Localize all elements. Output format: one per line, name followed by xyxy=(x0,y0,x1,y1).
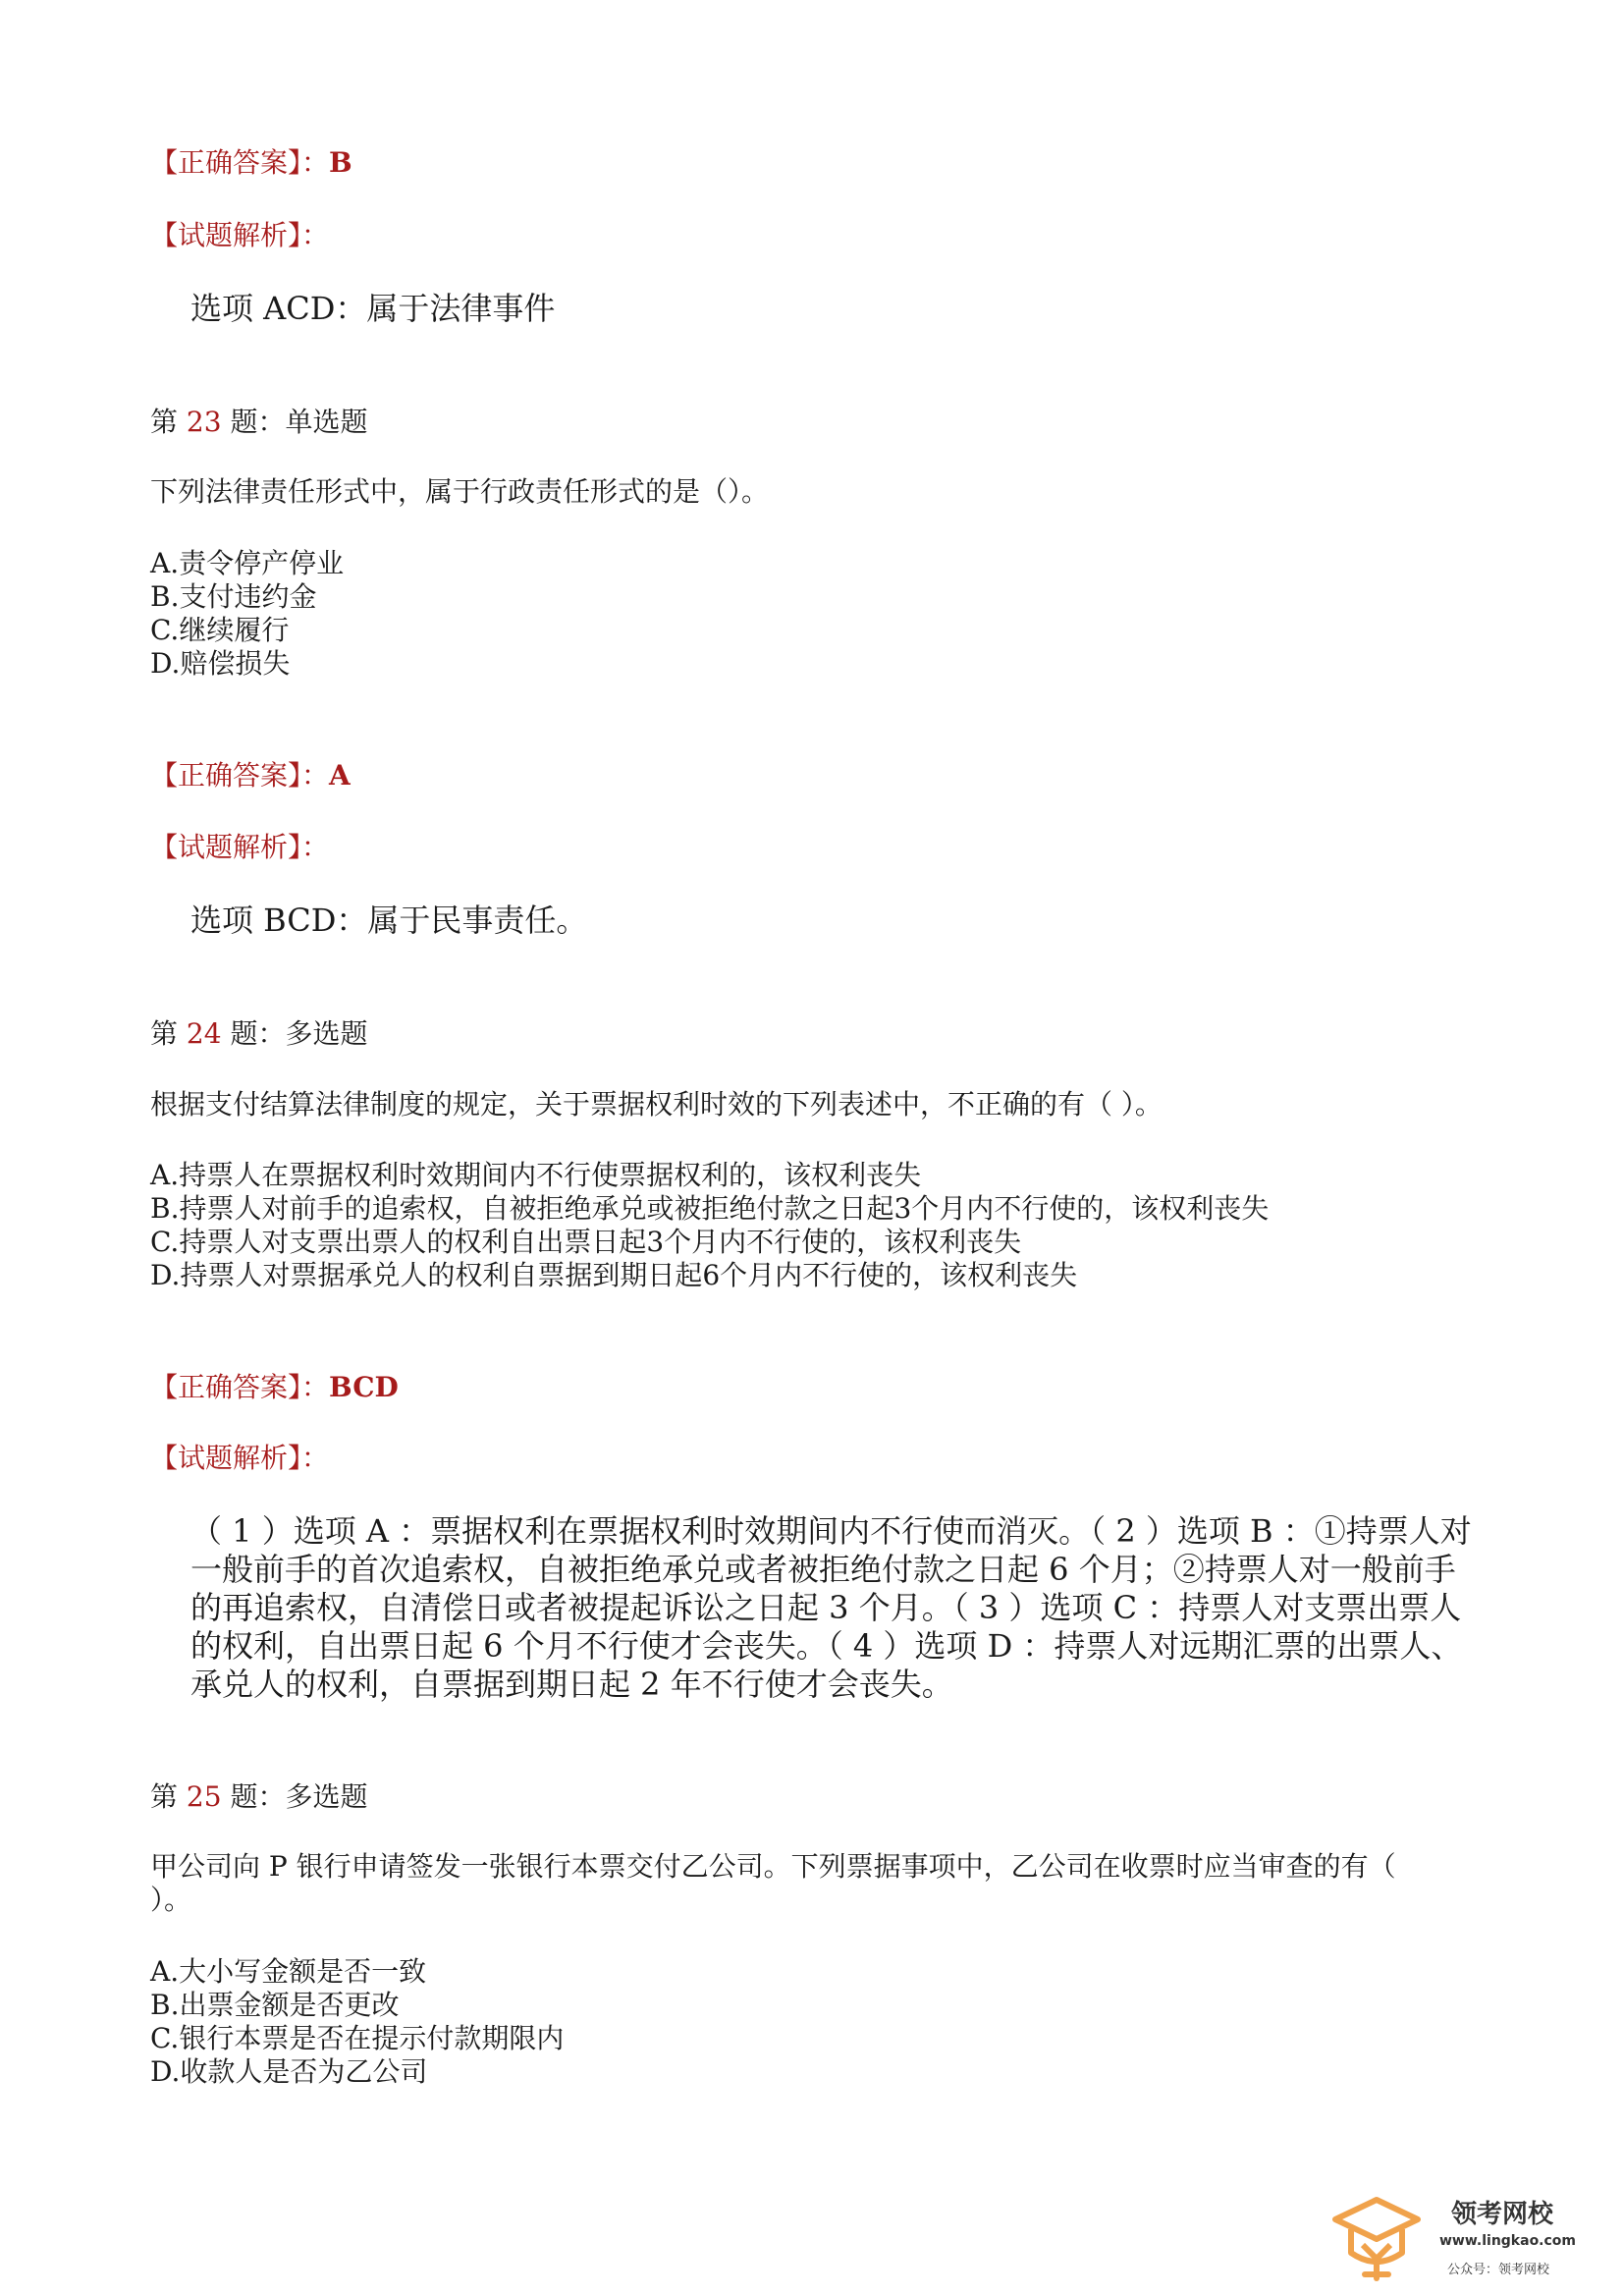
q24-analysis-label: 【试题解析】： xyxy=(150,1442,330,1474)
q25-header xyxy=(150,1779,367,1815)
header-prefix: 第 xyxy=(150,1780,179,1813)
question-number: 24 xyxy=(186,1017,222,1050)
graduation-cap-icon xyxy=(1327,2188,1426,2286)
answer-label: 【正确答案】： xyxy=(150,1371,330,1403)
option-d: D.持票人对票据承兑人的权利自票据到期日起6个月内不行使的，该权利丧失 xyxy=(150,1259,1078,1291)
q24-stem: 根据支付结算法律制度的规定，关于票据权利时效的下列表述中，不正确的有（ ）。 xyxy=(150,1088,1163,1121)
header-prefix: 第 xyxy=(150,1017,179,1050)
option-b: B.出票金额是否更改 xyxy=(150,1989,400,2021)
answer-value: BCD xyxy=(329,1371,399,1403)
q25-stem: 甲公司向 P 银行申请签发一张银行本票交付乙公司。下列票据事项中，乙公司在收票时应当审查的有（ ）。 xyxy=(150,1850,1396,1916)
q22-analysis-label: 【试题解析】： xyxy=(150,219,330,251)
q24-answer xyxy=(150,1370,399,1405)
question-number: 23 xyxy=(186,406,222,438)
answer-value: A xyxy=(329,759,351,792)
q23-header xyxy=(150,405,367,440)
q24-header xyxy=(150,1016,367,1052)
lingkao-logo xyxy=(1327,2188,1593,2286)
q23-stem: 下列法律责任形式中，属于行政责任形式的是（）。 xyxy=(150,475,770,508)
q22-analysis-text: 选项 ACD：属于法律事件 xyxy=(190,290,556,327)
option-b: B.支付违约金 xyxy=(150,580,317,613)
q25-options xyxy=(150,1955,1476,2089)
question-number: 25 xyxy=(186,1780,222,1813)
q23-analysis-text: 选项 BCD：属于民事责任。 xyxy=(190,902,588,939)
option-c: C.继续履行 xyxy=(150,614,290,646)
q22-answer xyxy=(150,145,352,181)
q24-options xyxy=(150,1159,1476,1292)
option-a: A.大小写金额是否一致 xyxy=(150,1955,427,1988)
q23-analysis-label: 【试题解析】： xyxy=(150,831,330,863)
question-type: 题：单选题 xyxy=(230,406,368,438)
option-d: D.赔偿损失 xyxy=(150,647,291,680)
answer-label: 【正确答案】： xyxy=(150,146,330,179)
answer-label: 【正确答案】： xyxy=(150,759,330,792)
question-type: 题：多选题 xyxy=(230,1780,368,1813)
option-d: D.收款人是否为乙公司 xyxy=(150,2055,428,2088)
header-prefix: 第 xyxy=(150,406,179,438)
q24-analysis-text: （ 1 ）选项 A ：票据权利在票据权利时效期间内不行使而消灭。（ 2 ）选项 B ：①持票人对一般前手的首次追索权，自被拒绝承兑或者被拒绝付款之日起 6 个月；②持票人对一般前手的再追索权，自清偿日或者被提起诉讼之日起 3 个月。（ 3 ）选项 C ：持票人对支票出票人的权利，自出票日起 6 个月不行使才会丧失。（ 4 ）选项 D ：持票人对远期汇票的出票人、承兑人的权利，自票据到期日起 2 年不行使才会丧失。 xyxy=(190,1512,1472,1703)
option-a: A.责令停产停业 xyxy=(150,547,345,579)
logo-name: 领考网校 xyxy=(1451,2200,1554,2229)
logo-url: www.lingkao.com xyxy=(1439,2233,1577,2249)
q23-options xyxy=(150,547,1476,681)
q23-answer xyxy=(150,758,351,793)
option-a: A.持票人在票据权利时效期间内不行使票据权利的，该权利丧失 xyxy=(150,1159,922,1191)
option-c: C.持票人对支票出票人的权利自出票日起3个月内不行使的，该权利丧失 xyxy=(150,1226,1022,1258)
answer-value: B xyxy=(329,146,352,179)
option-b: B.持票人对前手的追索权，自被拒绝承兑或被拒绝付款之日起3个月内不行使的，该权利丧失 xyxy=(150,1192,1270,1225)
logo-wechat: 公众号：领考网校 xyxy=(1447,2263,1550,2277)
option-c: C.银行本票是否在提示付款期限内 xyxy=(150,2022,565,2054)
question-type: 题：多选题 xyxy=(230,1017,368,1050)
